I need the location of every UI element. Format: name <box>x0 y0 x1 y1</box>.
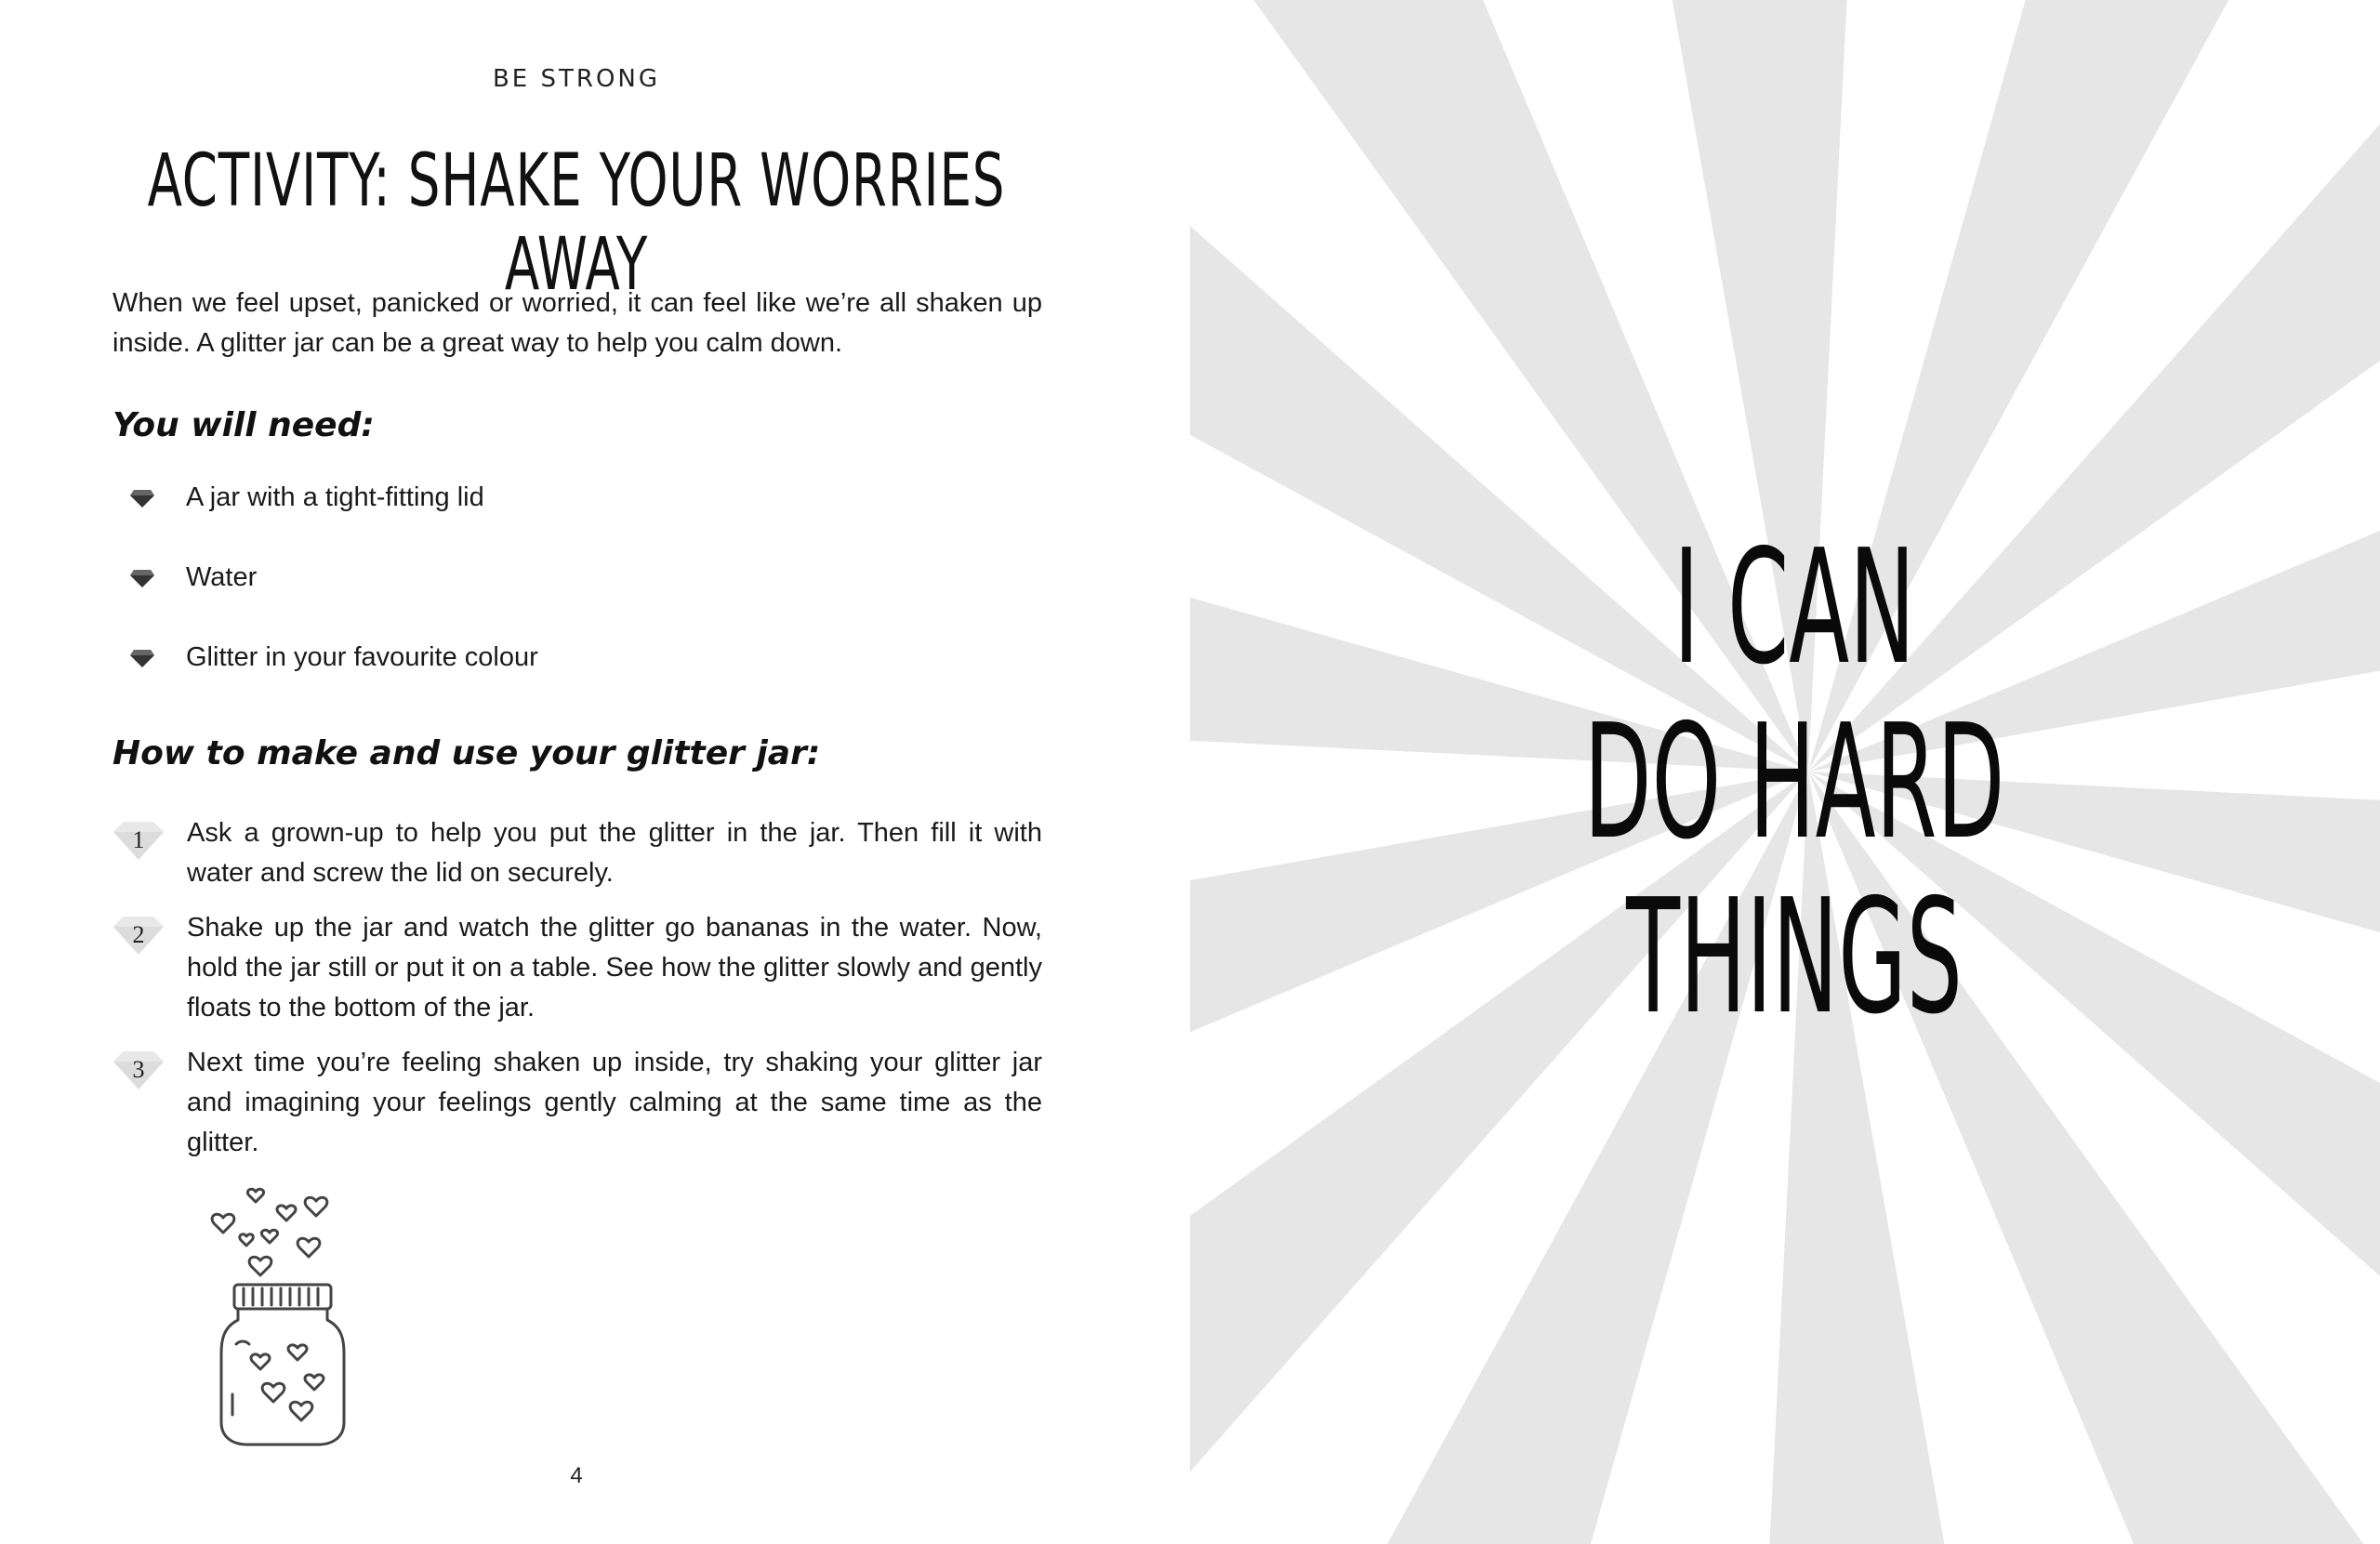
glitter-jar-with-hearts-icon <box>205 1171 363 1450</box>
step-text: Next time you’re feeling shaken up inside, try shaking your glitter jar and imagining your feelings gently calming at the same time as the glitter. <box>187 1048 1042 1157</box>
step-text: Ask a grown-up to help you put the glitter in the jar. Then fill it with water and screw the lid on securely. <box>187 818 1042 888</box>
step-item <box>112 908 1042 1028</box>
step-number: 1 <box>132 826 145 853</box>
list-item <box>130 559 538 639</box>
steps-list <box>112 813 1042 1178</box>
quote-line: THINGS <box>1626 865 1963 1049</box>
step-item <box>112 813 1042 893</box>
quote-line: DO HARD <box>1583 691 2005 875</box>
step-badge <box>112 914 165 957</box>
step-text: Shake up the jar and watch the glitter go bananas in the water. Now, hold the jar still or put it on a table. See how the glitter slowly and gently floats to the bottom of the jar. <box>187 913 1042 1023</box>
intro-paragraph: When we feel upset, panicked or worried, it can feel like we’re all shaken up inside. A glitter jar can be a great way to help you calm down. <box>112 288 1042 358</box>
need-text: Glitter in your favourite colour <box>186 642 538 672</box>
right-page <box>1190 0 2380 1544</box>
page-number: 4 <box>570 1463 583 1488</box>
step-badge <box>112 1049 165 1091</box>
quote-text <box>1420 516 2169 1049</box>
needs-heading: You will need: <box>112 406 375 444</box>
steps-heading: How to make and use your glitter jar: <box>112 734 821 772</box>
need-text: Water <box>186 562 258 592</box>
step-item <box>112 1043 1042 1163</box>
gem-bullet-icon <box>130 488 154 508</box>
list-item <box>130 479 538 559</box>
gem-bullet-icon <box>130 648 154 668</box>
step-number: 3 <box>132 1056 145 1083</box>
running-head: BE STRONG <box>492 65 661 93</box>
gem-bullet-icon <box>130 568 154 588</box>
step-badge <box>112 819 165 862</box>
need-text: A jar with a tight-fitting lid <box>186 482 484 512</box>
needs-list <box>130 479 538 719</box>
page-title: ACTIVITY: SHAKE YOUR WORRIES AWAY <box>147 139 1006 307</box>
list-item <box>130 639 538 719</box>
quote-line: I CAN <box>1673 516 1916 700</box>
step-number: 2 <box>132 921 145 948</box>
